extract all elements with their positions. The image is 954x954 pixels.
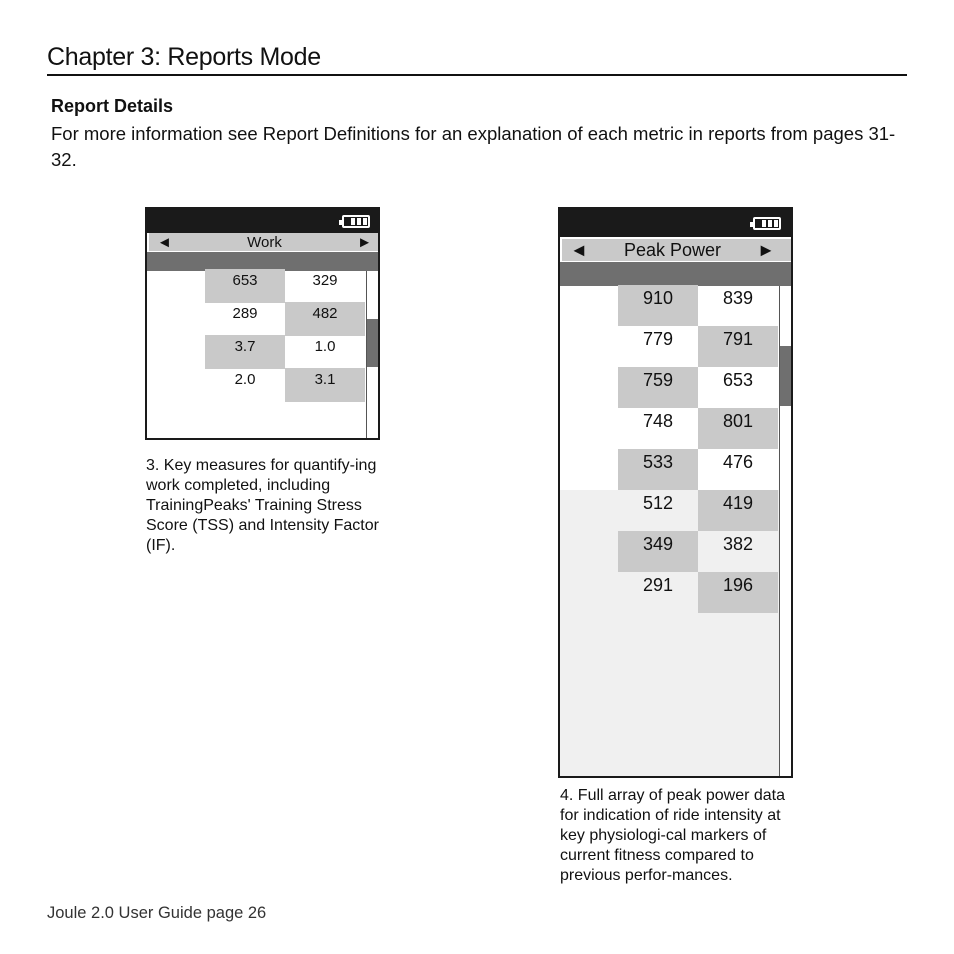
report-title: Peak Power: [623, 239, 722, 260]
scrollbar[interactable]: [779, 286, 791, 776]
value-cell: 801: [698, 408, 778, 449]
value-cell: 196: [698, 572, 778, 613]
page-footer: Joule 2.0 User Guide page 26: [47, 904, 267, 922]
value-cell: 910: [618, 285, 698, 326]
report-title: Work: [247, 233, 282, 251]
status-bar: [560, 209, 791, 237]
figure-caption-4: 4. Full array of peak power data for indication of ride intensity at key physiologi-cal markers of current fitness compared to previous perfor-mances.: [560, 787, 786, 884]
chapter-title: Chapter 3: Reports Mode: [47, 43, 321, 71]
work-report-screen: [145, 207, 380, 440]
value-cell: 779: [642, 329, 674, 349]
scrollbar-thumb[interactable]: [780, 346, 791, 406]
section-heading: Report Details: [51, 96, 174, 116]
next-report-arrow-icon[interactable]: ►: [357, 233, 372, 251]
peak-power-report-screen: [558, 207, 793, 778]
next-report-arrow-icon[interactable]: ►: [757, 239, 775, 260]
previous-report-arrow-icon[interactable]: ◄: [570, 239, 588, 260]
value-cell: 839: [722, 288, 754, 308]
value-cell: 329: [312, 272, 338, 289]
value-cell: 759: [618, 367, 698, 408]
value-cell: 291: [642, 575, 674, 595]
value-cell: 3.1: [285, 368, 365, 402]
value-cell: 382: [722, 534, 754, 554]
report-nav-bar: [149, 233, 378, 251]
value-cell: 2.0: [234, 371, 256, 388]
value-cell: 289: [232, 305, 258, 322]
battery-icon: [753, 217, 781, 230]
figure-caption-3: 3. Key measures for quantify-ing work completed, including TrainingPeaks' Training Stress Score (TSS) and Intensity Factor (IF).: [146, 457, 379, 554]
previous-report-arrow-icon[interactable]: ◄: [157, 233, 172, 251]
section-body: For more information see Report Definitions for an explanation of each metric in reports from pages 31-32.: [51, 123, 896, 170]
chapter-divider: [47, 74, 907, 76]
value-cell: 3.7: [205, 335, 285, 369]
value-cell: 653: [722, 370, 754, 390]
value-cell: 419: [698, 490, 778, 531]
scrollbar-thumb[interactable]: [367, 319, 378, 367]
column-header-bar: [560, 262, 791, 286]
value-cell: 476: [722, 452, 754, 472]
value-cell: 1.0: [314, 338, 336, 355]
value-cell: 482: [285, 302, 365, 336]
value-cell: 791: [698, 326, 778, 367]
scrollbar[interactable]: [366, 271, 378, 438]
value-cell: 748: [642, 411, 674, 431]
value-cell: 349: [618, 531, 698, 572]
report-nav-bar: [562, 239, 791, 261]
value-cell: 653: [205, 269, 285, 303]
value-cell: 512: [642, 493, 674, 513]
value-cell: 533: [618, 449, 698, 490]
status-bar: [147, 209, 378, 233]
battery-icon: [342, 215, 370, 228]
